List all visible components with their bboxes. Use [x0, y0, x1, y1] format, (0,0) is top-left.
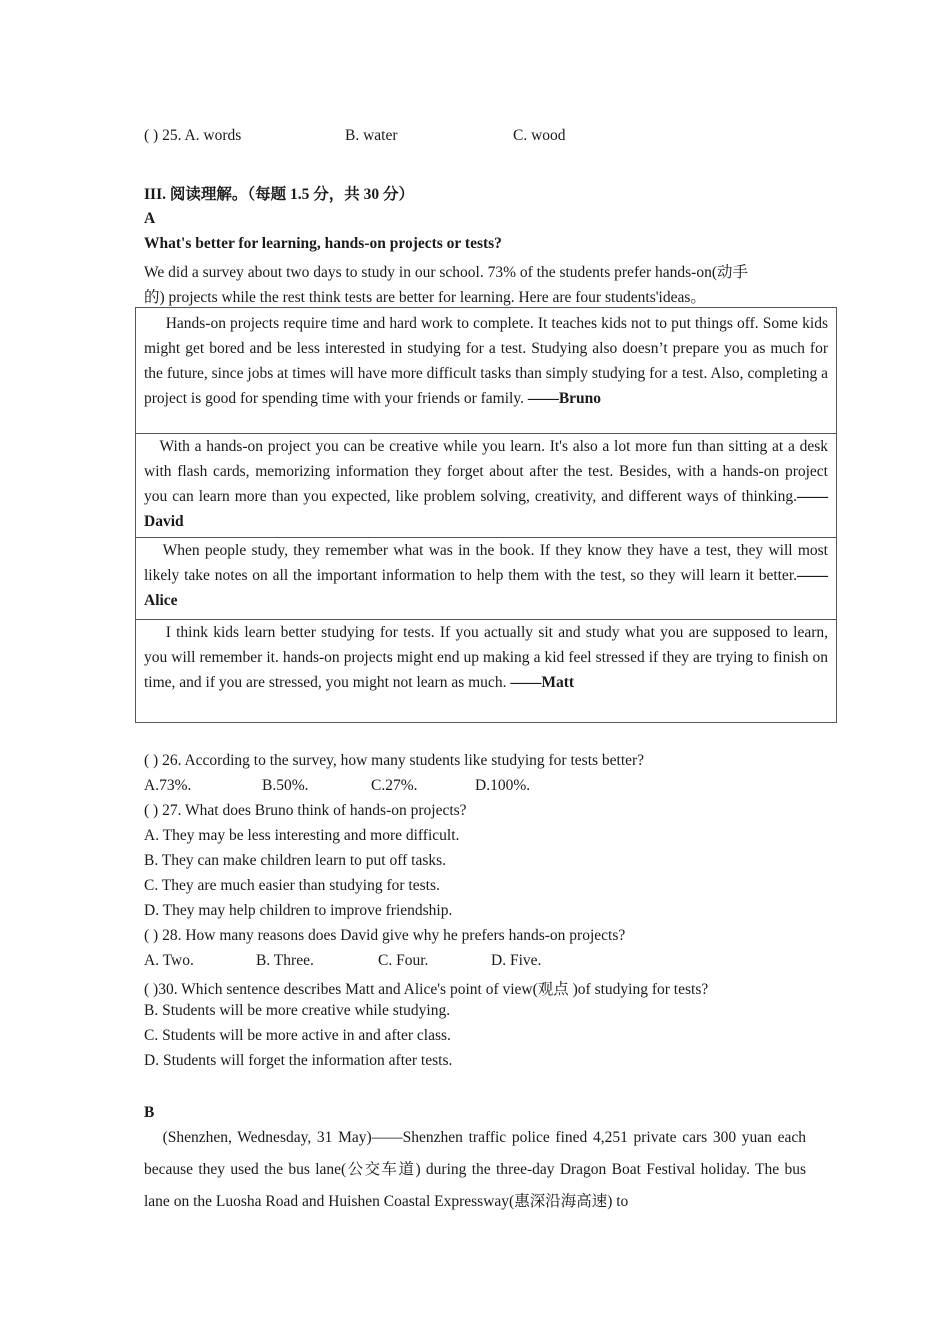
- opinion-author: ——Matt: [510, 674, 575, 691]
- passage-a-title: What's better for learning, hands-on projects or tests?: [144, 235, 502, 252]
- question-26-option-d: D.100%.: [475, 777, 531, 794]
- opinion-box-matt: [135, 619, 837, 723]
- question-26-stem: ( ) 26. According to the survey, how many students like studying for tests better?: [144, 752, 645, 769]
- opinion-box-alice: [135, 537, 837, 619]
- question-28-option-a: A. Two.: [144, 952, 194, 969]
- question-26-option-b: B.50%.: [262, 777, 309, 794]
- opinion-text: I think kids learn better studying for tests. If you actually sit and study what you are supposed to learn, you will remember it. hands-on projects might end up making a kid feel stressed if they are trying to finish on time, and if you are stressed, you might not learn as much.: [144, 624, 828, 691]
- part-b-label: B: [144, 1104, 155, 1121]
- question-28-stem: ( ) 28. How many reasons does David give why he prefers hands-on projects?: [144, 927, 626, 944]
- question-25-stem: ( ) 25. A. words: [144, 127, 242, 144]
- question-25-option-b: B. water: [345, 127, 398, 144]
- question-28-option-b: B. Three.: [256, 952, 314, 969]
- question-27-option-b: B. They can make children learn to put off tasks.: [144, 852, 447, 869]
- question-27-stem: ( ) 27. What does Bruno think of hands-on projects?: [144, 802, 467, 819]
- opinion-author: ——David: [144, 488, 828, 530]
- opinion-text: Hands-on projects require time and hard work to complete. It teaches kids not to put things off. Some kids might get bored and be less interested in studying for a test. Studying also doesn’t prepare you as much for the future, since jobs at times will have more difficult tasks than simply studying for a test. Also, completing a project is good for spending time with your friends or family.: [144, 315, 828, 407]
- question-26-option-a: A.73%.: [144, 777, 192, 794]
- section-heading: III. 阅读理解。（每题 1.5 分，共 30 分）: [144, 186, 414, 203]
- question-25-row: [144, 127, 644, 147]
- opinion-text: When people study, they remember what was in the book. If they know they have a test, they will most likely take notes on all the important information to help them with the test, so they will learn it better.: [144, 542, 828, 584]
- question-27-option-c: C. They are much easier than studying for tests.: [144, 877, 440, 894]
- opinion-author: ——Bruno: [527, 390, 602, 407]
- question-26-option-c: C.27%.: [371, 777, 418, 794]
- opinion-box-bruno: [135, 307, 837, 433]
- passage-b-text: (Shenzhen, Wednesday, 31 May)——Shenzhen traffic police fined 4,251 private cars 300 yuan each because they used the bus lane(公交车道) during the three-day Dragon Boat Festival holiday. The bus lane on the Luosha Road and Huishen Coastal Expressway(惠深沿海高速) to: [144, 1129, 806, 1210]
- question-28-options: [144, 952, 644, 972]
- question-27-option-a: A. They may be less interesting and more difficult.: [144, 827, 460, 844]
- question-30-option-b: B. Students will be more creative while studying.: [144, 1002, 451, 1019]
- question-30-option-c: C. Students will be more active in and after class.: [144, 1027, 451, 1044]
- opinion-author: ——Alice: [144, 567, 828, 609]
- question-27-option-d: D. They may help children to improve friendship.: [144, 902, 453, 919]
- passage-a-intro-line-1: We did a survey about two days to study in our school. 73% of the students prefer hands-on(动手: [144, 264, 749, 281]
- opinion-box-david: [135, 433, 837, 537]
- question-30-stem: ( )30. Which sentence describes Matt and Alice's point of view(观点 )of studying for tests?: [144, 981, 709, 998]
- question-28-option-c: C. Four.: [378, 952, 429, 969]
- question-26-options: [144, 777, 644, 797]
- question-25-option-c: C. wood: [513, 127, 566, 144]
- opinion-text: With a hands-on project you can be creative while you learn. It's also a lot more fun than sitting at a desk with flash cards, memorizing information they forget about after the test. Besides, with a hands-on project you can learn more than you expected, like problem solving, creativity, and different ways of thinking.: [144, 438, 828, 505]
- part-a-label: A: [144, 210, 156, 227]
- question-28-option-d: D. Five.: [491, 952, 542, 969]
- passage-a-intro-line-2: 的) projects while the rest think tests are better for learning. Here are four students'ideas。: [144, 289, 706, 306]
- question-30-option-d: D. Students will forget the information after tests.: [144, 1052, 453, 1069]
